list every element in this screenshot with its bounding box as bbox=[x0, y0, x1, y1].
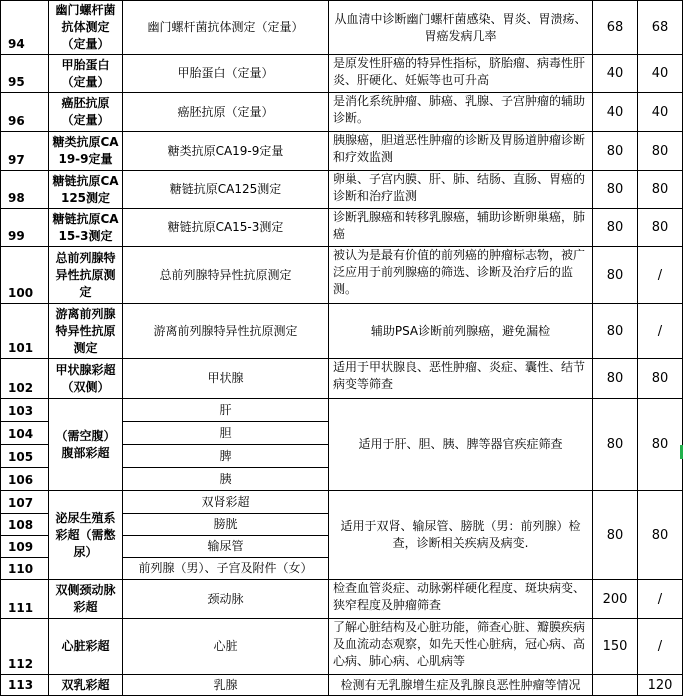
sub-item: 幽门螺杆菌抗体测定（定量） bbox=[123, 1, 329, 55]
item-description: 适用于双肾、输尿管、膀胱（男：前列腺）检查，诊断相关疾病及病变. bbox=[329, 491, 593, 580]
price-cell: 80 bbox=[593, 171, 638, 209]
price-cell: 80 bbox=[593, 399, 638, 491]
row-number: 105 bbox=[1, 445, 49, 468]
item-name: 泌尿生殖系彩超（需憋尿） bbox=[49, 491, 123, 580]
sub-item: 心脏 bbox=[123, 619, 329, 675]
sub-item: 颈动脉 bbox=[123, 580, 329, 619]
price-cell: 150 bbox=[593, 619, 638, 675]
row-number: 111 bbox=[1, 580, 49, 619]
table-row bbox=[1, 619, 683, 675]
price-cell: / bbox=[638, 619, 683, 675]
sub-item: 胰 bbox=[123, 468, 329, 491]
price-cell: 80 bbox=[638, 209, 683, 247]
sub-item: 乳腺 bbox=[123, 675, 329, 696]
table-row bbox=[1, 55, 683, 93]
price-cell: 80 bbox=[593, 247, 638, 304]
price-cell: 40 bbox=[638, 93, 683, 132]
row-number: 102 bbox=[1, 359, 49, 399]
price-cell: 200 bbox=[593, 580, 638, 619]
item-name: 双侧颈动脉彩超 bbox=[49, 580, 123, 619]
price-cell: 80 bbox=[593, 132, 638, 171]
table-row bbox=[1, 1, 683, 55]
price-cell: 80 bbox=[593, 209, 638, 247]
price-cell: 80 bbox=[638, 171, 683, 209]
row-number: 94 bbox=[1, 1, 49, 55]
sub-item: 双肾彩超 bbox=[123, 491, 329, 514]
item-name: 总前列腺特异性抗原测定 bbox=[49, 247, 123, 304]
sub-item: 游离前列腺特异性抗原测定 bbox=[123, 304, 329, 359]
row-number: 110 bbox=[1, 558, 49, 580]
sub-item: 甲状腺 bbox=[123, 359, 329, 399]
row-number: 112 bbox=[1, 619, 49, 675]
item-description: 辅助PSA诊断前列腺癌，避免漏检 bbox=[329, 304, 593, 359]
row-number: 113 bbox=[1, 675, 49, 696]
item-name: 甲状腺彩超（双侧） bbox=[49, 359, 123, 399]
item-name: 糖链抗原CA15-3测定 bbox=[49, 209, 123, 247]
scroll-edge-marker bbox=[680, 445, 683, 459]
row-number: 98 bbox=[1, 171, 49, 209]
price-cell: 68 bbox=[593, 1, 638, 55]
table-row bbox=[1, 247, 683, 304]
price-cell: 40 bbox=[638, 55, 683, 93]
item-description: 了解心脏结构及心脏功能，筛查心脏、瓣膜疾病及血流动态观察，如先天性心脏病，冠心病、高心病、肺心病、心肌病等 bbox=[329, 619, 593, 675]
price-cell: 40 bbox=[593, 93, 638, 132]
item-name: 游离前列腺特异性抗原测定 bbox=[49, 304, 123, 359]
price-cell: 120 bbox=[638, 675, 683, 696]
price-cell: 80 bbox=[638, 132, 683, 171]
item-name: 糖链抗原CA125测定 bbox=[49, 171, 123, 209]
item-description: 检测有无乳腺增生症及乳腺良恶性肿瘤等情况 bbox=[329, 675, 593, 696]
item-name: 幽门螺杆菌抗体测定（定量） bbox=[49, 1, 123, 55]
item-description: 检查血管炎症、动脉粥样硬化程度、斑块病变、狭窄程度及肿瘤筛查 bbox=[329, 580, 593, 619]
table-row bbox=[1, 399, 683, 422]
sub-item: 甲胎蛋白（定量） bbox=[123, 55, 329, 93]
item-description: 卵巢、子宫内膜、肝、肺、结肠、直肠、胃癌的诊断和治疗监测 bbox=[329, 171, 593, 209]
item-description: 适用于甲状腺良、恶性肿瘤、炎症、囊性、结节病变等筛查 bbox=[329, 359, 593, 399]
price-cell: / bbox=[638, 247, 683, 304]
price-cell bbox=[593, 675, 638, 696]
row-number: 104 bbox=[1, 422, 49, 445]
sub-item: 胆 bbox=[123, 422, 329, 445]
row-number: 108 bbox=[1, 514, 49, 536]
row-number: 101 bbox=[1, 304, 49, 359]
sub-item: 总前列腺特异性抗原测定 bbox=[123, 247, 329, 304]
sub-item: 前列腺（男）、子宫及附件（女） bbox=[123, 558, 329, 580]
price-cell: 80 bbox=[593, 491, 638, 580]
table-row bbox=[1, 132, 683, 171]
price-cell: 80 bbox=[638, 491, 683, 580]
item-name: 癌胚抗原（定量） bbox=[49, 93, 123, 132]
table-row bbox=[1, 675, 683, 696]
table-row bbox=[1, 304, 683, 359]
table-row bbox=[1, 491, 683, 514]
row-number: 100 bbox=[1, 247, 49, 304]
item-description: 适用于肝、胆、胰、脾等器官疾症筛查 bbox=[329, 399, 593, 491]
price-cell: 80 bbox=[593, 304, 638, 359]
row-number: 99 bbox=[1, 209, 49, 247]
price-cell: / bbox=[638, 304, 683, 359]
price-cell: 80 bbox=[638, 359, 683, 399]
row-number: 109 bbox=[1, 536, 49, 558]
price-cell: / bbox=[638, 580, 683, 619]
price-cell: 80 bbox=[638, 399, 683, 491]
item-name: 双乳彩超 bbox=[49, 675, 123, 696]
price-cell: 68 bbox=[638, 1, 683, 55]
item-description: 是原发性肝癌的特异性指标，脐胎瘤、病毒性肝炎、肝硬化、妊娠等也可升高 bbox=[329, 55, 593, 93]
item-description: 从血清中诊断幽门螺杆菌感染、胃炎、胃溃疡、胃癌发病几率 bbox=[329, 1, 593, 55]
row-number: 103 bbox=[1, 399, 49, 422]
sub-item: 糖链抗原CA15-3测定 bbox=[123, 209, 329, 247]
sub-item: 肝 bbox=[123, 399, 329, 422]
price-cell: 80 bbox=[593, 359, 638, 399]
sub-item: 膀胱 bbox=[123, 514, 329, 536]
item-name: 糖类抗原CA19-9定量 bbox=[49, 132, 123, 171]
sub-item: 糖链抗原CA125测定 bbox=[123, 171, 329, 209]
item-name: 心脏彩超 bbox=[49, 619, 123, 675]
sub-item: 糖类抗原CA19-9定量 bbox=[123, 132, 329, 171]
item-name: 甲胎蛋白（定量） bbox=[49, 55, 123, 93]
row-number: 107 bbox=[1, 491, 49, 514]
sub-item: 癌胚抗原（定量） bbox=[123, 93, 329, 132]
table-row bbox=[1, 209, 683, 247]
sub-item: 脾 bbox=[123, 445, 329, 468]
item-name: （需空腹）腹部彩超 bbox=[49, 399, 123, 491]
item-description: 胰腺癌，胆道恶性肿瘤的诊断及胃肠道肿瘤诊断和疗效监测 bbox=[329, 132, 593, 171]
item-description: 被认为是最有价值的前列癌的肿瘤标志物，被广泛应用于前列腺癌的筛选、诊断及治疗后的监测。 bbox=[329, 247, 593, 304]
table-row bbox=[1, 171, 683, 209]
table-row bbox=[1, 93, 683, 132]
item-description: 是消化系统肿瘤、肺癌、乳腺、子宫肿瘤的辅助诊断。 bbox=[329, 93, 593, 132]
row-number: 96 bbox=[1, 93, 49, 132]
row-number: 106 bbox=[1, 468, 49, 491]
row-number: 95 bbox=[1, 55, 49, 93]
price-cell: 40 bbox=[593, 55, 638, 93]
sub-item: 输尿管 bbox=[123, 536, 329, 558]
item-description: 诊断乳腺癌和转移乳腺癌，辅助诊断卵巢癌，肺癌 bbox=[329, 209, 593, 247]
table-row bbox=[1, 359, 683, 399]
table-row bbox=[1, 580, 683, 619]
row-number: 97 bbox=[1, 132, 49, 171]
